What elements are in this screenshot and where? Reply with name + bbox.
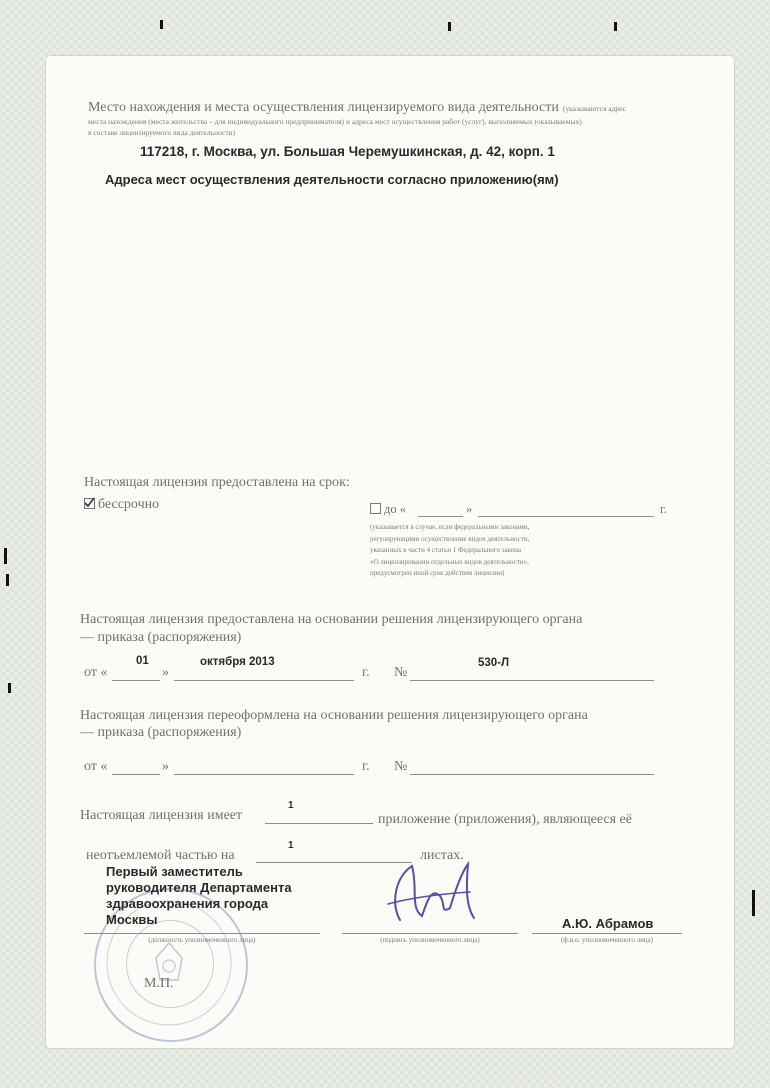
location-title: Место нахождения и места осуществления лицензируемого вида деятельности [88,100,559,115]
signer-position-line: Москвы [106,912,158,927]
basis-day: 01 [136,655,149,667]
term-unlimited-option [84,497,159,513]
basis-quote: » [162,665,169,680]
reissue-year-suffix: г. [362,759,370,774]
location-note-2: места нахождения (места жительства – для индивидуального предпринимателя) и адреса мест осуществления работ (услуг), выполняемых (оказываемых) [88,117,582,126]
basis-number-label: № [394,665,408,680]
reissue-day-line [112,774,160,775]
reissue-text-1: Настоящая лицензия переоформлена на основании решения лицензирующего органа [80,708,588,723]
term-notes [370,522,600,580]
term-note: регулирующими осуществление видов деятельности, [370,534,530,543]
signer-name: А.Ю. Абрамов [562,916,654,931]
reissue-date-line [174,774,354,775]
appendix-sheets: 1 [288,840,294,851]
until-day-line [418,516,463,517]
until-checkbox [370,503,381,514]
term-note: предусмотрен иной срок действия лицензии) [370,569,505,577]
basis-text-1: Настоящая лицензия предоставлена на основании решения лицензирующего органа [80,612,583,627]
until-date-line [478,516,654,517]
caption-name: (ф.и.о. уполномоченного лица) [560,936,654,944]
scan-mark [6,574,9,586]
appendix-text-prefix: Настоящая лицензия имеет [80,808,243,823]
caption-signature: (подпись уполномоченного лица) [380,936,480,944]
reissue-text-2: — приказа (распоряжения) [80,725,242,740]
scan-mark [4,548,7,564]
appendix-count-line [265,823,373,824]
term-label: Настоящая лицензия предоставлена на срок: [84,475,350,490]
appendix-count: 1 [288,800,294,811]
term-note: (указывается в случае, если федеральными законами, [370,523,530,531]
check-icon [84,497,95,508]
signature-line [342,933,518,934]
term-note: «О лицензировании отдельных видов деятельности», [370,557,529,566]
scan-mark [614,22,617,31]
seal-label: М.П. [144,976,174,991]
scan-mark [8,683,11,693]
handwritten-signature [370,858,490,930]
until-year-suffix: г. [660,502,667,516]
unlimited-checkbox [84,498,95,509]
basis-text-2: — приказа (распоряжения) [80,630,242,645]
scan-mark [448,22,451,31]
unlimited-label: бессрочно [98,497,160,512]
scan-mark [752,890,755,916]
term-note: указанных в части 4 статьи 1 Федерального закона [370,546,522,554]
basis-date-line [174,680,354,681]
appendix-line2-prefix: неотъемлемой частью на [86,848,235,863]
reissue-from-label: от « [84,759,108,774]
location-note-1: (указываются адрес [562,104,627,113]
reissue-number-label: № [394,759,408,774]
caption-position: (должность уполномоченного лица) [148,936,256,944]
location-note-3: в составе лицензируемого вида деятельности) [88,128,236,137]
basis-number-line [410,680,654,681]
signer-position-line: Первый заместитель [106,864,243,879]
signer-position [106,864,292,928]
position-line [84,933,320,934]
signer-position-line: руководителя Департамента [106,880,292,895]
reissue-number-line [410,774,654,775]
until-prefix: до « [384,502,406,516]
appendix-line2-suffix: листах. [420,848,464,863]
term-until-option [370,502,406,517]
signer-position-line: здравоохранения города [106,896,269,911]
basis-from-label: от « [84,665,108,680]
location-header [88,98,708,116]
addresses-appendix-note: Адреса мест осуществления деятельности согласно приложению(ям) [105,172,559,187]
basis-day-line [112,680,160,681]
reissue-quote: » [162,759,169,774]
basis-month-year: октября 2013 [200,656,275,668]
name-line [532,933,682,934]
address-value: 117218, г. Москва, ул. Большая Черемушкинская, д. 42, корп. 1 [140,144,555,159]
scan-mark [160,20,163,29]
basis-number: 530-Л [478,657,510,669]
until-quote: » [466,502,473,516]
basis-year-suffix: г. [362,665,370,680]
appendix-text-suffix: приложение (приложения), являющееся её [378,812,632,827]
